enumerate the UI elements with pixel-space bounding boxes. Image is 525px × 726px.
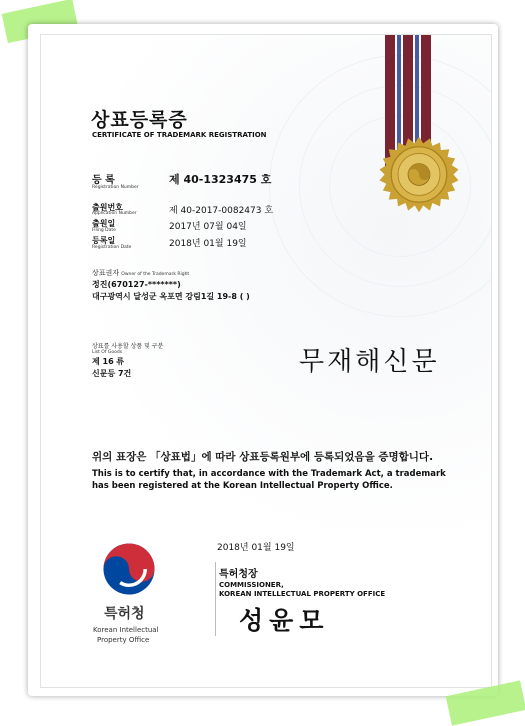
commissioner-title-ko: 특허청장 bbox=[219, 569, 258, 580]
goods-class: 제 16 류 bbox=[92, 357, 125, 366]
owner-address: 대구광역시 달성군 옥포면 강림1길 19-8 ( ) bbox=[92, 292, 250, 301]
commissioner-signature: 성윤모 bbox=[239, 606, 330, 635]
certification-text-en-line1: This is to certify that, in accordance with the Trademark Act, a trademark bbox=[92, 469, 446, 479]
registration-date-label: 등록일 bbox=[92, 236, 116, 245]
registration-date-label-en: Registration Date bbox=[92, 245, 132, 250]
filing-date-label-en: Filing Date bbox=[92, 228, 116, 233]
kipo-name-ko: 특허청 bbox=[104, 606, 145, 622]
gold-seal-icon bbox=[377, 135, 461, 219]
divider bbox=[215, 562, 216, 636]
registration-number: 제 40-1323475 호 bbox=[169, 173, 272, 186]
kipo-name-en-line2: Property Office bbox=[97, 636, 150, 644]
goods-label: 상표를 사용할 상품 및 구분 bbox=[92, 343, 164, 350]
filing-date-label: 출원일 bbox=[92, 219, 116, 228]
application-label-en: Application Number bbox=[92, 211, 137, 216]
certification-text-ko: 위의 표장은 「상표법」에 따라 상표등록원부에 등록되었음을 증명합니다. bbox=[92, 451, 434, 463]
kipo-name-en-line1: Korean Intellectual bbox=[93, 626, 159, 634]
goods-label-en: List Of Goods bbox=[92, 350, 123, 355]
certification-text-en-line2: has been registered at the Korean Intellectual Property Office. bbox=[92, 481, 393, 491]
certificate-title: 상표등록증 bbox=[91, 109, 188, 131]
certificate bbox=[40, 34, 492, 688]
owner-name: 정진(670127-*******) bbox=[92, 280, 181, 289]
registration-label-en: Registration Number bbox=[92, 185, 139, 190]
commissioner-title-en: COMMISSIONER, bbox=[219, 581, 284, 589]
application-label: 출원번호 bbox=[92, 203, 123, 212]
owner-label-ko: 상표권자 bbox=[92, 269, 120, 277]
certificate-title-en: CERTIFICATE OF TRADEMARK REGISTRATION bbox=[92, 131, 267, 139]
registration-date: 2018년 01월 19일 bbox=[169, 239, 247, 249]
owner-label-en: Owner of the Trademark Right bbox=[121, 272, 190, 277]
registration-label: 등 록 bbox=[92, 175, 115, 186]
owner-label bbox=[92, 268, 189, 278]
issue-date: 2018년 01월 19일 bbox=[217, 543, 295, 553]
goods-items: 신문등 7건 bbox=[92, 369, 132, 378]
application-number: 제 40-2017-0082473 호 bbox=[169, 206, 274, 216]
filing-date: 2017년 07월 04일 bbox=[169, 222, 247, 232]
taegeuk-logo-icon bbox=[100, 540, 158, 598]
commissioner-office-en: KOREAN INTELLECTUAL PROPERTY OFFICE bbox=[219, 590, 386, 598]
trademark-text: 무재해신문 bbox=[299, 347, 440, 377]
